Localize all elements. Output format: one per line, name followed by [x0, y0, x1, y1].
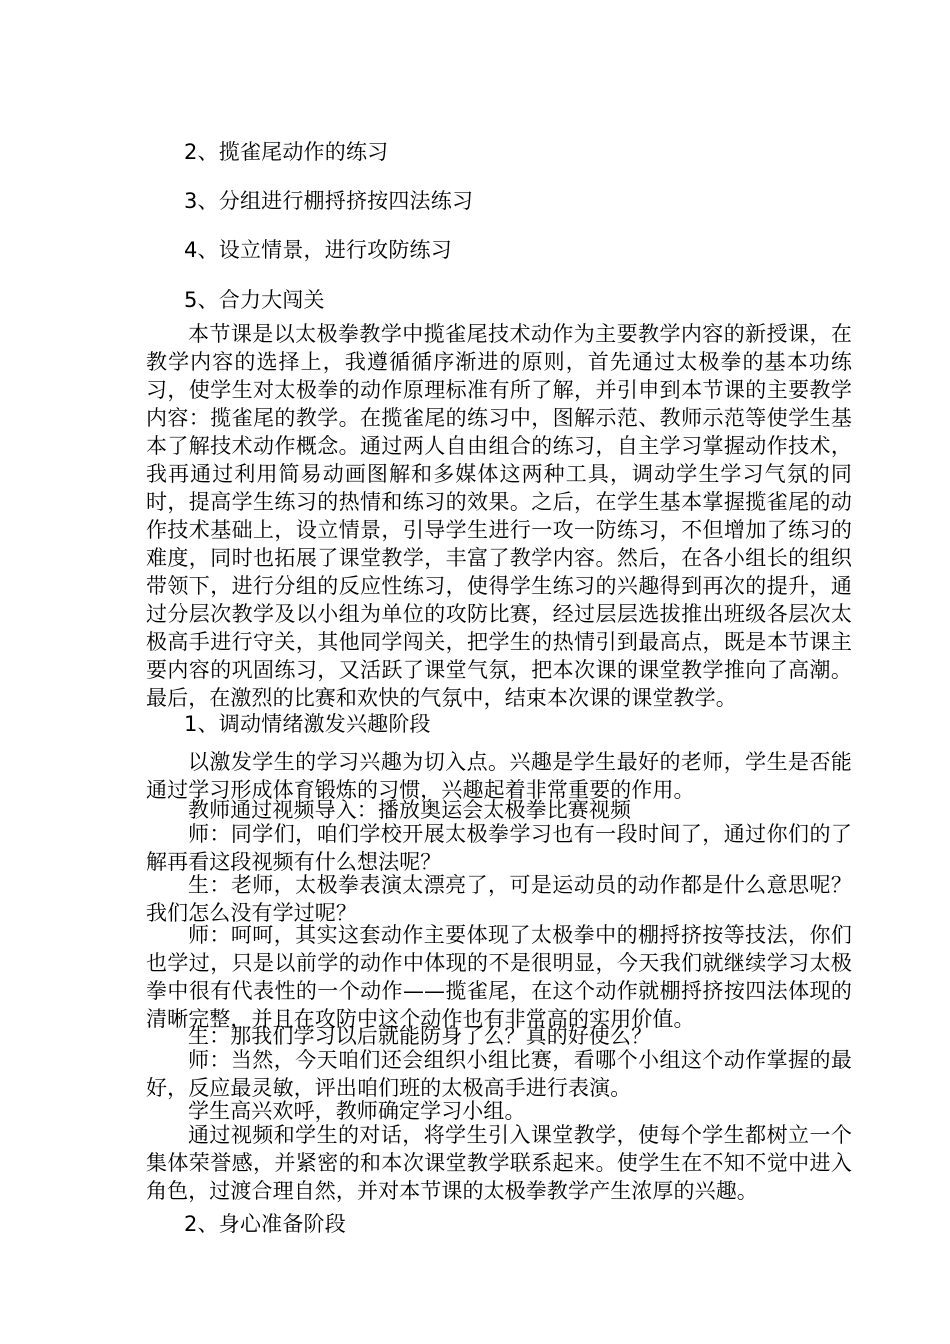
- list-item-2: 2、揽雀尾动作的练习: [184, 140, 389, 164]
- list-item-4: 4、设立情景，进行攻防练习: [184, 238, 452, 262]
- dialogue-line-teacher-1: 师：同学们，咱们学校开展太极拳学习也有一段时间了，通过你们的了解再看这段视频有什么想法呢？: [146, 822, 852, 874]
- list-item-5: 5、合力大闯关: [184, 288, 325, 312]
- document-page: [146, 0, 852, 1344]
- stage2-heading: 2、身心准备阶段: [184, 1212, 346, 1236]
- dialogue-line-teacher-3: 师：当然，今天咱们还会组织小组比赛，看哪个小组这个动作掌握的最好，反应最灵敏，评出咱们班的太极高手进行表演。: [146, 1048, 852, 1100]
- stage1-heading: 1、调动情绪激发兴趣阶段: [184, 712, 431, 736]
- dialogue-line-class: 学生高兴欢呼，教师确定学习小组。: [188, 1099, 526, 1123]
- list-item-3: 3、分组进行棚捋挤按四法练习: [184, 189, 474, 213]
- dialogue-line-student-2: 生：那我们学习以后就能防身了么？真的好使么？: [188, 1024, 653, 1048]
- dialogue-line-teacher-2: 师：呵呵，其实这套动作主要体现了太极拳中的棚捋挤按等技法，你们也学过，只是以前学的动作中体现的不是很明显，今天我们就继续学习太极拳中很有代表性的一个动作——揽雀尾，在这个动作就棚捋挤按四法体现的清晰完整，并且在攻防中这个动作也有非常高的实用价值。: [146, 923, 852, 1031]
- summary-paragraph: 本节课是以太极拳教学中揽雀尾技术动作为主要教学内容的新授课，在教学内容的选择上，我遵循循序渐进的原则，首先通过太极拳的基本功练习，使学生对太极拳的动作原理标准有所了解，并引申到本节课的主要教学内容：揽雀尾的教学。在揽雀尾的练习中，图解示范、教师示范等使学生基本了解技术动作概念。通过两人自由组合的练习，自主学习掌握动作技术，我再通过利用简易动画图解和多媒体这两种工具，调动学生学习气氛的同时，提高学生练习的热情和练习的效果。之后，在学生基本掌握揽雀尾的动作技术基础上，设立情景，引导学生进行一攻一防练习，不但增加了练习的难度，同时也拓展了课堂教学，丰富了教学内容。然后，在各小组长的组织带领下，进行分组的反应性练习，使得学生练习的兴趣得到再次的提升，通过分层次教学及以小组为单位的攻防比赛，经过层层选拔推出班级各层次太极高手进行守关，其他同学闯关，把学生的热情引到最高点，既是本节课主要内容的巩固练习，又活跃了课堂气氛，把本次课的课堂教学推向了高潮。最后，在激烈的比赛和欢快的气氛中，结束本次课的课堂教学。: [146, 322, 852, 710]
- stage1-intro: 以激发学生的学习兴趣为切入点。兴趣是学生最好的老师，学生是否能通过学习形成体育锻炼的习惯，兴趣起着非常重要的作用。: [146, 750, 852, 802]
- stage1-summary: 通过视频和学生的对话，将学生引入课堂教学，使每个学生都树立一个集体荣誉感，并紧密的和本次课堂教学联系起来。使学生在不知不觉中进入角色，过渡合理自然，并对本节课的太极拳教学产生浓厚的兴趣。: [146, 1123, 852, 1203]
- dialogue-line-student-1: 生：老师，太极拳表演太漂亮了，可是运动员的动作都是什么意思呢？我们怎么没有学过呢？: [146, 873, 852, 925]
- dialogue-line-video: 教师通过视频导入：播放奥运会太极拳比赛视频: [188, 798, 632, 822]
